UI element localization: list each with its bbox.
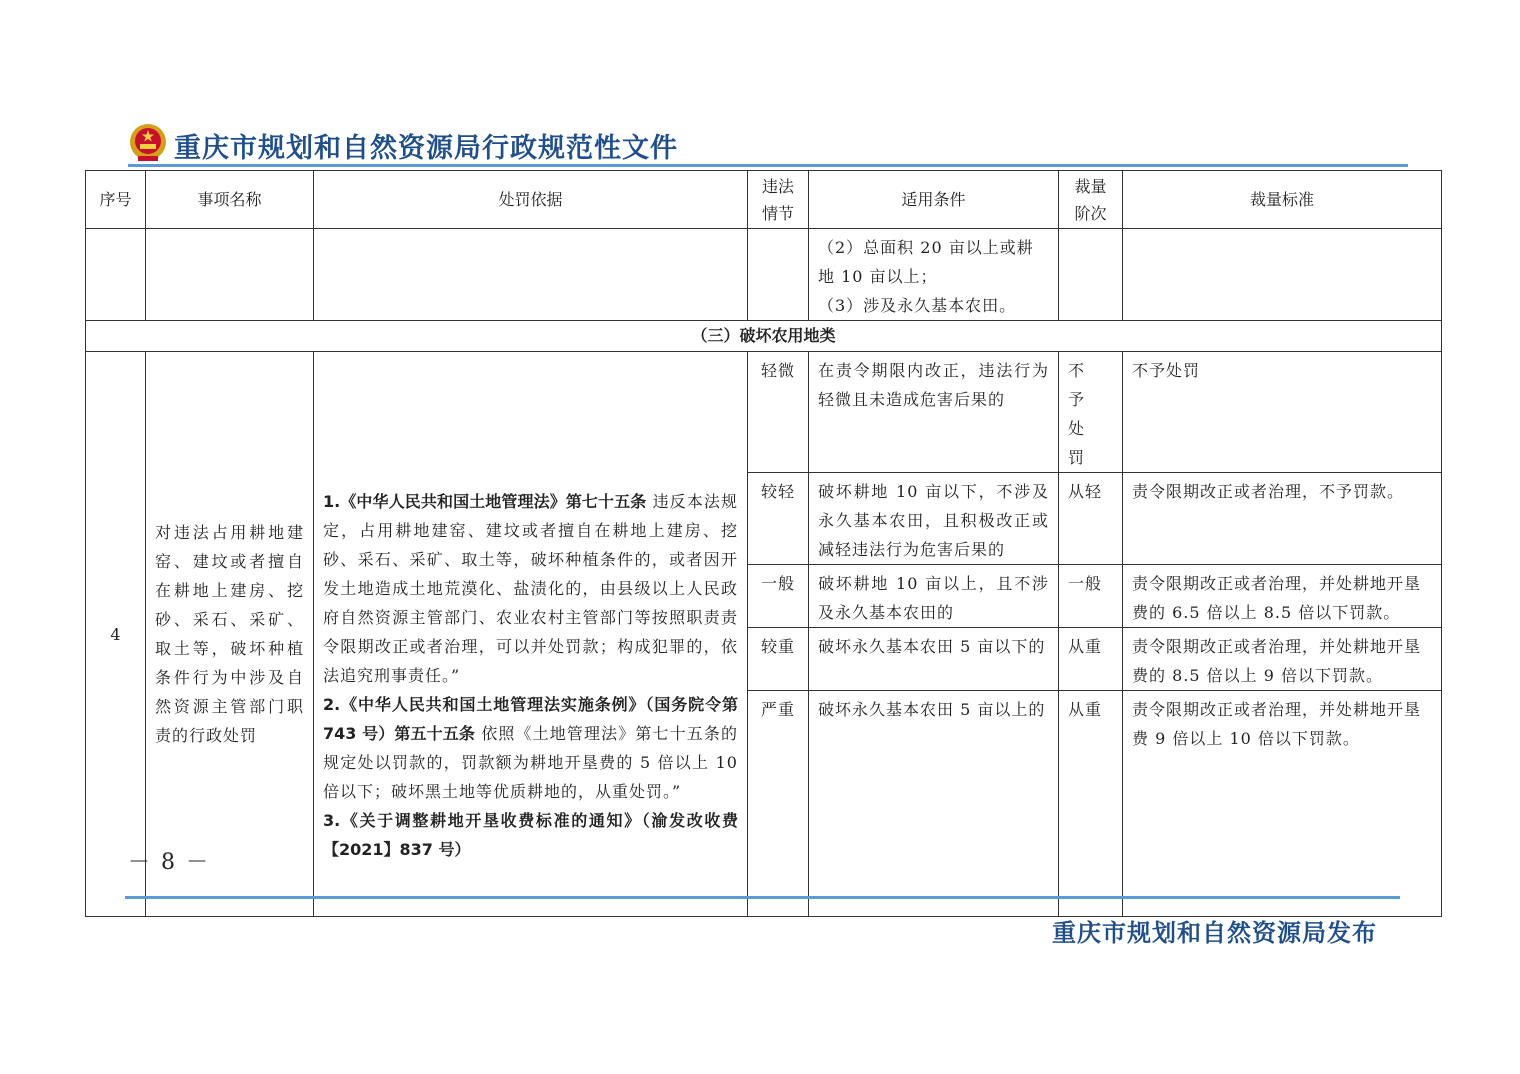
discretion-standard: 责令限期改正或者治理，并处耕地开垦费的 6.5 倍以上 8.5 倍以下罚款。 xyxy=(1132,574,1422,622)
national-emblem-icon xyxy=(128,122,168,164)
discretion-level: 不予处罚 xyxy=(1068,361,1095,467)
table-row xyxy=(86,352,1442,473)
column-header: 违法情节 xyxy=(748,171,809,229)
penalty-discretion-table xyxy=(85,170,1442,917)
basis-law-text: 违反本法规定，占用耕地建窑、建坟或者擅自在耕地上建房、挖砂、采石、采矿、取土等，破坏种植条件的，或者因开发土地造成土地荒漠化、盐渍化的，由县级以上人民政府自然资源主管部门、农业农村主管部门等按照职责责令限期改正或者治理，可以并处罚款；构成犯罪的，依法追究刑事责任。” xyxy=(323,491,738,685)
discretion-standard: 不予处罚 xyxy=(1132,361,1201,380)
severity: 严重 xyxy=(760,700,795,719)
section-row xyxy=(86,321,1442,352)
column-header: 序号 xyxy=(86,171,146,229)
document-header xyxy=(128,120,1408,170)
basis-notice-title: 3.《关于调整耕地开垦收费标准的通知》（渝发改收费【2021】837 号） xyxy=(323,810,738,859)
column-header: 事项名称 xyxy=(146,171,314,229)
header-title: 重庆市规划和自然资源局行政规范性文件 xyxy=(174,133,678,164)
condition-text: 破坏耕地 10 亩以下，不涉及永久基本农田，且积极改正或减轻违法行为危害后果的 xyxy=(818,482,1049,559)
column-header: 处罚依据 xyxy=(314,171,748,229)
basis-law-title: 1.《中华人民共和国土地管理法》第七十五条 xyxy=(323,491,647,511)
severity: 一般 xyxy=(760,574,795,593)
footer-rule xyxy=(125,896,1400,899)
column-header: 裁量标准 xyxy=(1123,171,1442,229)
item-name: 对违法占用耕地建窑、建坟或者擅自在耕地上建房、挖砂、采石、采矿、取土等，破坏种植条件行为中涉及自然资源主管部门职责的行政处罚 xyxy=(155,523,304,745)
column-header: 裁量阶次 xyxy=(1059,171,1123,229)
severity: 较重 xyxy=(760,637,795,656)
discretion-standard: 责令限期改正或者治理，不予罚款。 xyxy=(1132,482,1405,501)
severity: 轻微 xyxy=(760,361,795,380)
section-title: （三）破坏农用地类 xyxy=(86,321,1442,352)
condition-text: （2）总面积 20 亩以上或耕地 10 亩以上； xyxy=(818,238,1034,286)
table-header-row xyxy=(86,171,1442,229)
condition-text: 破坏耕地 10 亩以上，且不涉及永久基本农田的 xyxy=(818,574,1049,622)
discretion-level: 一般 xyxy=(1068,574,1103,593)
condition-text: （3）涉及永久基本农田。 xyxy=(818,296,1017,315)
discretion-standard: 责令限期改正或者治理，并处耕地开垦费的 8.5 倍以上 9 倍以下罚款。 xyxy=(1132,637,1422,685)
condition-text: 破坏永久基本农田 5 亩以上的 xyxy=(818,700,1046,719)
column-header: 适用条件 xyxy=(809,171,1059,229)
condition-text: 破坏永久基本农田 5 亩以下的 xyxy=(818,637,1046,656)
basis-regulation-title: 2.《中华人民共和国土地管理法实施条例》（国务院令第 743 号）第五十五条 xyxy=(323,694,738,743)
penalty-basis xyxy=(314,405,747,864)
condition-text: 在责令期限内改正，违法行为轻微且未造成危害后果的 xyxy=(818,361,1049,409)
basis-regulation-text: 依照《土地管理法》第七十五条的规定处以罚款的，罚款额为耕地开垦费的 5 倍以上 10 倍以下；破坏黑土地等优质耕地的，从重处罚。” xyxy=(323,723,738,801)
footer-publisher: 重庆市规划和自然资源局发布 xyxy=(1052,919,1377,947)
severity: 较轻 xyxy=(760,482,795,501)
page-number: － 8 － xyxy=(128,850,210,875)
discretion-level: 从重 xyxy=(1068,700,1103,719)
discretion-level: 从重 xyxy=(1068,637,1103,656)
continuation-row xyxy=(86,229,1442,321)
discretion-standard: 责令限期改正或者治理，并处耕地开垦费 9 倍以上 10 倍以下罚款。 xyxy=(1132,700,1422,748)
header-rule xyxy=(128,164,1408,167)
discretion-level: 从轻 xyxy=(1068,482,1103,501)
item-number: 4 xyxy=(86,352,146,917)
